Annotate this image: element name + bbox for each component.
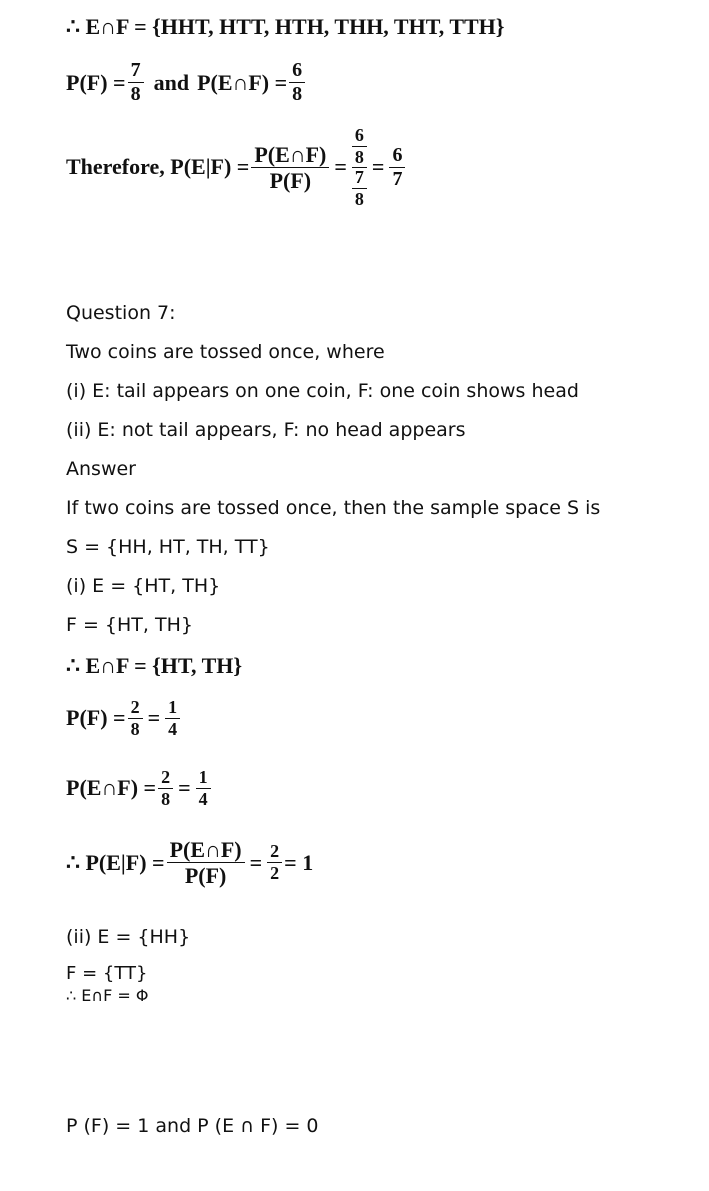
- part-ii-event-e: [66, 926, 190, 948]
- equals-sign: =: [334, 154, 347, 180]
- conditional-denominator: P(F): [184, 863, 227, 889]
- probabilities-text: P (F) = 1 and P (E ∩ F) = 0: [66, 1115, 319, 1137]
- intersection-line: [66, 14, 504, 40]
- conditional-value-numerator: 2: [270, 841, 280, 862]
- complex-top-denominator: 8: [354, 146, 364, 167]
- pf-result-denominator: 4: [168, 718, 178, 739]
- question-title: Question 7:: [66, 302, 176, 324]
- complex-bottom-denominator: 8: [354, 188, 364, 209]
- pf-label: P(F) =: [66, 69, 126, 95]
- result-denominator: 7: [392, 167, 403, 190]
- empty-intersection-text: ∴ E∩F = Φ: [66, 986, 149, 1005]
- intersection-text: ∴ E∩F = {HHT, HTT, HTH, THH, THT, TTH}: [66, 14, 505, 39]
- complex-fraction: [352, 126, 367, 209]
- conditional-value-fraction: [267, 842, 282, 883]
- therefore-label: Therefore, P(E|F) =: [66, 154, 250, 180]
- pef-fraction: [289, 60, 305, 105]
- question-heading: [66, 302, 176, 324]
- intersection-text: ∴ E∩F = {HT, TH}: [66, 653, 243, 678]
- pef-denominator: 8: [161, 788, 171, 809]
- part-i-event-f: [66, 614, 193, 636]
- conditional-value-denominator: 2: [270, 863, 280, 884]
- part-i-pf-line: P(F) = $\frac{2}{8}$ = $\frac{1}{4}$: [66, 698, 182, 739]
- pf-result-numerator: 1: [168, 697, 178, 717]
- pf-fraction: [128, 698, 143, 739]
- part-i-event-e: [66, 575, 220, 597]
- sample-space-text: S = {HH, HT, TH, TT}: [66, 536, 270, 558]
- part-i-pef-line: P(E∩F) = $\frac{2}{8}$ = $\frac{1}{4}$: [66, 768, 213, 809]
- answer-heading: Answer: [66, 458, 136, 480]
- question-part-ii: [66, 419, 465, 441]
- pef-numerator: 2: [161, 767, 171, 787]
- answer-intro-text: If two coins are tossed once, then the sample space S is: [66, 497, 601, 519]
- event-f-text: F = {TT}: [66, 963, 148, 984]
- part-i-intersection: [66, 653, 242, 679]
- pef-label: P(E∩F) =: [66, 775, 157, 801]
- part-ii-probabilities: [66, 1115, 319, 1137]
- part-ii-event-f: [66, 963, 147, 984]
- pf-numerator: 7: [130, 59, 141, 81]
- conditional-label: ∴ P(E|F) =: [66, 849, 165, 875]
- complex-top-fraction: [352, 126, 367, 167]
- conditional-result: = 1: [284, 849, 314, 875]
- event-e-text: (i) E = {HT, TH}: [66, 575, 221, 597]
- probability-line: [66, 60, 307, 105]
- answer-label: [66, 458, 136, 480]
- part-ii-text: (ii) E: not tail appears, F: no head appears: [66, 419, 466, 441]
- conditional-numerator: P(E∩F): [169, 837, 242, 862]
- pf-label: P(F) =: [66, 705, 126, 731]
- pf-result-fraction: [165, 698, 180, 739]
- complex-top-numerator: 6: [354, 125, 364, 145]
- event-e-text: (ii) E = {HH}: [66, 926, 191, 948]
- pef-result-numerator: 1: [198, 767, 208, 787]
- answer-intro: [66, 497, 600, 519]
- pf-denominator: 8: [130, 83, 141, 105]
- and-word: and: [153, 69, 190, 95]
- question-prompt-text: Two coins are tossed once, where: [66, 341, 385, 363]
- event-f-text: F = {HT, TH}: [66, 614, 193, 636]
- equals-sign: =: [371, 154, 385, 180]
- pef-label: P(E∩F) =: [197, 69, 288, 95]
- part-i-conditional-line: ∴ P(E|F) = $\frac{P(E\cap F)}{P(F)}$ = $\frac{2}{2}$ = 1: [66, 837, 314, 889]
- pef-numerator: 6: [292, 59, 303, 81]
- pef-result-denominator: 4: [198, 788, 208, 809]
- ratio-fraction: [251, 143, 329, 192]
- part-i-text: (i) E: tail appears on one coin, F: one coin shows head: [66, 380, 579, 402]
- complex-bottom-numerator: 7: [354, 166, 364, 187]
- result-fraction: [389, 145, 405, 190]
- pef-denominator: 8: [292, 83, 303, 105]
- question-prompt: [66, 341, 385, 363]
- pef-fraction: [158, 768, 173, 809]
- ratio-denominator: P(F): [269, 167, 312, 193]
- sample-space: [66, 536, 270, 558]
- pef-result-fraction: [196, 768, 211, 809]
- conditional-ratio-fraction: [167, 838, 245, 887]
- pf-numerator: 2: [130, 697, 140, 717]
- question-part-i: [66, 380, 579, 402]
- complex-bottom-fraction: [352, 168, 367, 209]
- pf-denominator: 8: [130, 718, 140, 739]
- ratio-numerator: P(E∩F): [254, 141, 327, 167]
- result-numerator: 6: [392, 143, 403, 166]
- pf-fraction: [128, 60, 144, 105]
- part-ii-intersection: [66, 986, 148, 1005]
- conditional-probability-line: [66, 126, 407, 209]
